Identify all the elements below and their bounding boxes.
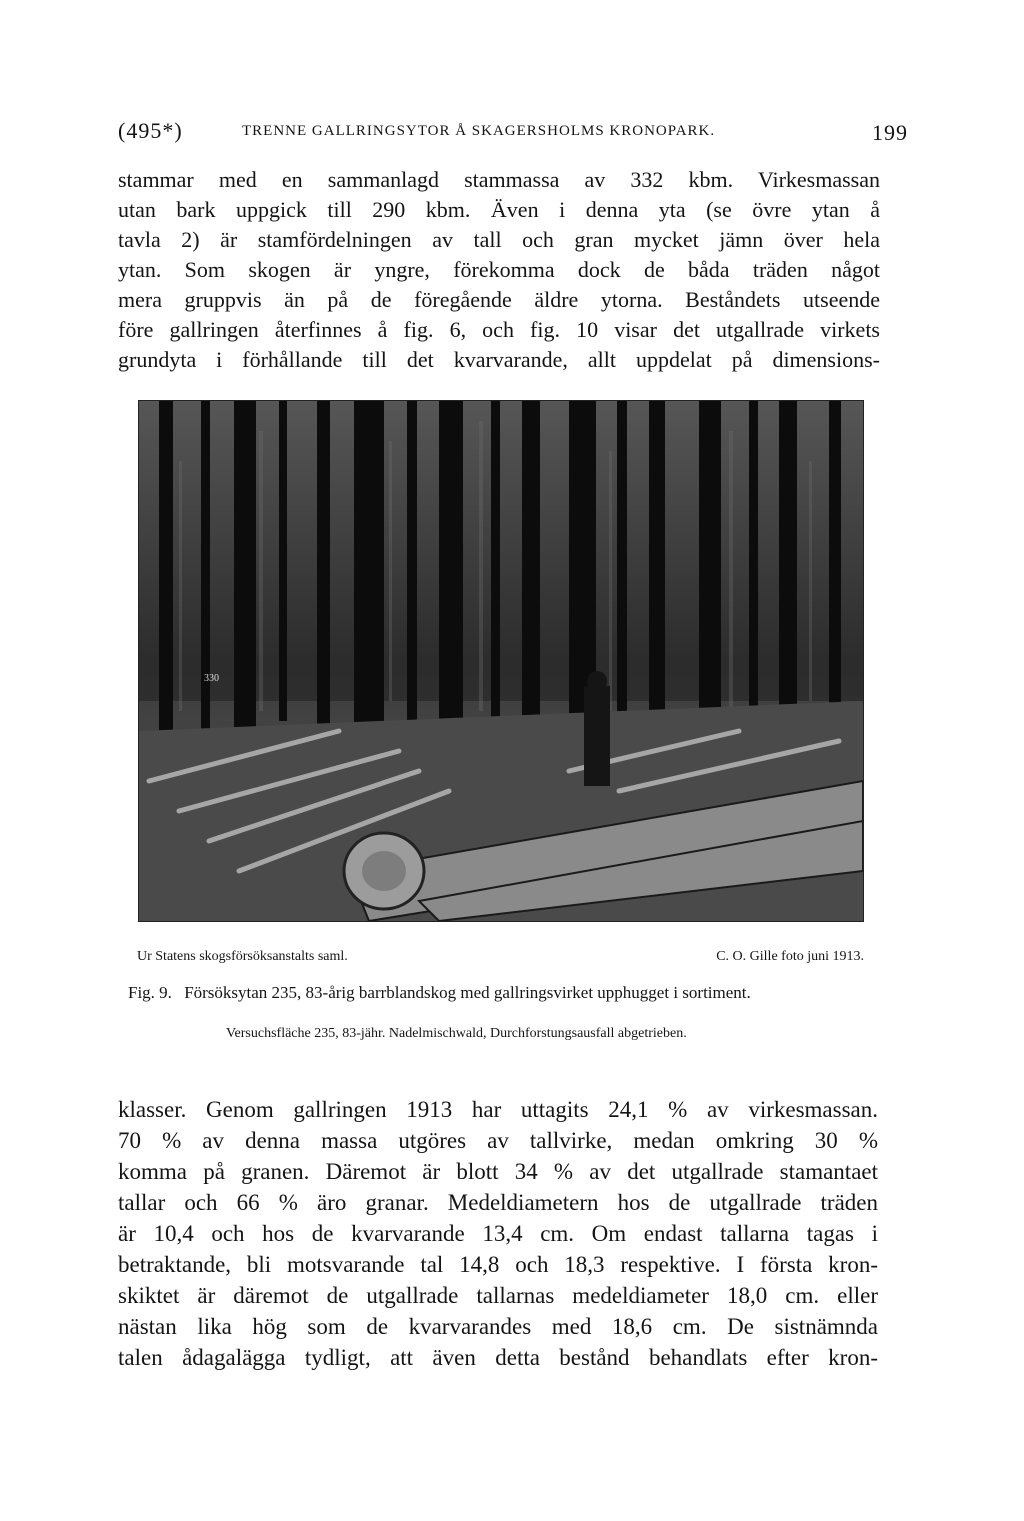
text-line: betraktande, bli motsvarande tal 14,8 och 18,3 respektive. I första kron- [118,1252,878,1277]
forest-photo-illustration [139,401,863,921]
text-line: är 10,4 och hos de kvarvarande 13,4 cm. Om endast tallarna tagas i [118,1221,878,1246]
text-line: tallar och 66 % äro granar. Medeldiametern hos de utgallrade träden [118,1190,878,1215]
photo-credit-photographer: C. O. Gille foto juni 1913. [716,949,864,964]
text-line: grundyta i förhållande till det kvarvarande, allt uppdelat på dimensions- [118,347,880,372]
figure-caption-text: Försöksytan 235, 83-årig barrblandskog med gallringsvirket upphugget i sortiment. [184,983,751,1002]
text-line: ytan. Som skogen är yngre, förekomma dock de båda träden något [118,257,880,282]
text-line: talen ådagalägga tydligt, att även detta bestånd behandlats efter kron- [118,1345,878,1370]
photo-credit-source: Ur Statens skogsförsöksanstalts saml. [137,949,348,964]
page-number: 199 [872,120,908,145]
running-title: TRENNE GALLRINGSYTOR Å SKAGERSHOLMS KRONOPARK. [242,123,716,139]
photo-plot-marker: 330 [204,673,219,684]
text-line: komma på granen. Däremot är blott 34 % av det utgallrade stamantaet [118,1159,878,1184]
figure-label: Fig. 9. [128,983,172,1002]
text-line: före gallringen återfinnes å fig. 6, och fig. 10 visar det utgallrade virkets [118,317,880,342]
text-line: mera gruppvis än på de föregående äldre ytorna. Beståndets utseende [118,287,880,312]
text-line: skiktet är däremot de utgallrade tallarnas medeldiameter 18,0 cm. eller [118,1283,878,1308]
text-line: stammar med en sammanlagd stammassa av 332 kbm. Virkesmassan [118,167,880,192]
text-line: utan bark uppgick till 290 kbm. Även i denna yta (se övre ytan å [118,197,880,222]
text-line: nästan lika hög som de kvarvarandes med 18,6 cm. De sistnämnda [118,1314,878,1339]
figure-caption [128,983,908,1003]
text-line: klasser. Genom gallringen 1913 har uttagits 24,1 % av virkesmassan. [118,1097,878,1122]
page-reference: (495*) [118,118,183,143]
text-line: 70 % av denna massa utgöres av tallvirke, medan omkring 30 % [118,1128,878,1153]
forest-photograph [138,400,864,922]
text-line: tavla 2) är stamfördelningen av tall och gran mycket jämn över hela [118,227,880,252]
body-paragraph-2 [118,1094,878,1373]
figure-subcaption-german: Versuchsfläche 235, 83-jähr. Nadelmischwald, Durchforstungsausfall abgetrieben. [226,1026,687,1041]
page-header [118,112,908,152]
body-paragraph-1 [118,165,880,375]
